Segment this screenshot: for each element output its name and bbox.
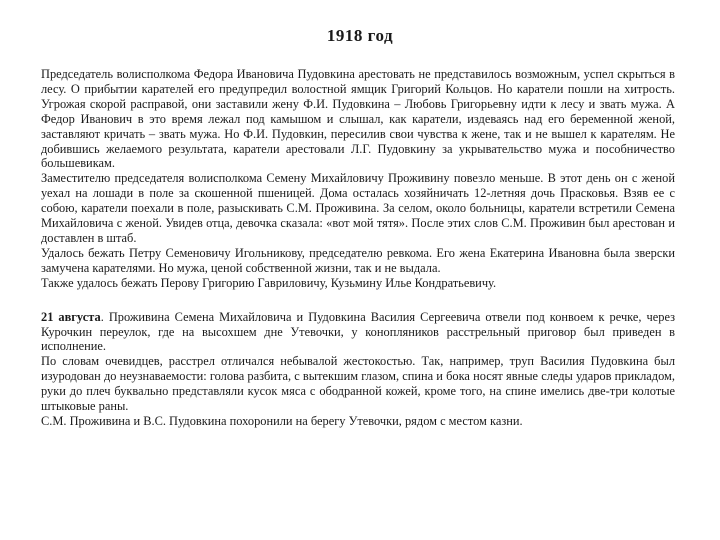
section-gap (41, 291, 675, 310)
paragraph-witness-accounts: По словам очевидцев, расстрел отличался небывалой жестокостью. Так, например, труп Василия Пудовкина был изуродован до неузнаваемости: голова разбита, с вытекшим глазом, спина и бока носят явные следы ударов прикладом, руки до плеч буквально представляли кусок мяса с ободранной кожей, кроме того, на спине имелись две-три колотые штыковые раны. (41, 354, 675, 414)
page-title: 1918 год (326, 26, 394, 45)
paragraph-august-21 (41, 310, 675, 355)
date-label: 21 августа (41, 309, 101, 324)
document-body (41, 67, 675, 429)
paragraph-igolnikov-escape: Удалось бежать Петру Семеновичу Игольникову, председателю ревкома. Его жена Екатерина Ивановна была зверски замучена карателями. Но мужа, ценой собственной жизни, так и не выдала. (41, 245, 675, 275)
paragraph-august-21-text: . Проживина Семена Михайловича и Пудовкина Василия Сергеевича отвели под конвоем к речке, через Курочкин переулок, где на высохшем дне Утевочки, у конопляников расстрельный приговор был приведен в исполнение. (41, 309, 675, 354)
paragraph-perov-kuzmin-escape: Также удалось бежать Перову Григорию Гавриловичу, Кузьмину Илье Кондратьевичу. (41, 275, 497, 290)
paragraph-pudovkin-escape: Председатель волисполкома Федора Ивановича Пудовкина арестовать не представилось возможным, успел скрыться в лесу. О прибытии карателей его предупредил волостной ямщик Григорий Кольцов. Но каратели пошли на хитрость. Угрожая скорой расправой, они заставили жену Ф.И. Пудовкина – Любовь Григорьевну идти к лесу и звать мужа. А Федор Иванович в это время лежал под камышом и слышал, как каратели, издеваясь над его беременной женой, заставляют кричать – звать мужа. Но Ф.И. Пудовкин, пересилив свои чувства к жене, так и не вышел к карателям. Не добившись желаемого результата, каратели арестовали Л.Г. Пудовкину за укрывательство мужа и пособничество большевикам. (41, 67, 675, 171)
paragraph-burial: С.М. Проживина и В.С. Пудовкина похоронили на берегу Утевочки, рядом с местом казни. (41, 413, 523, 428)
paragraph-prozhivin-arrest: Заместителю председателя волисполкома Семену Михайловичу Проживину повезло меньше. В этот день он с женой уехал на лошади в поле за скошенной пшеницей. Дома осталась хозяйничать 12-летняя дочь Прасковья. Взяв ее с собою, каратели поехали в поле, разыскивать С.М. Проживина. За селом, около больницы, каратели встретили Семена Михайловича с женой. Увидев отца, девочка сказала: «вот мой тятя». После этих слов С.М. Проживин был арестован и доставлен в штаб. (41, 171, 675, 245)
